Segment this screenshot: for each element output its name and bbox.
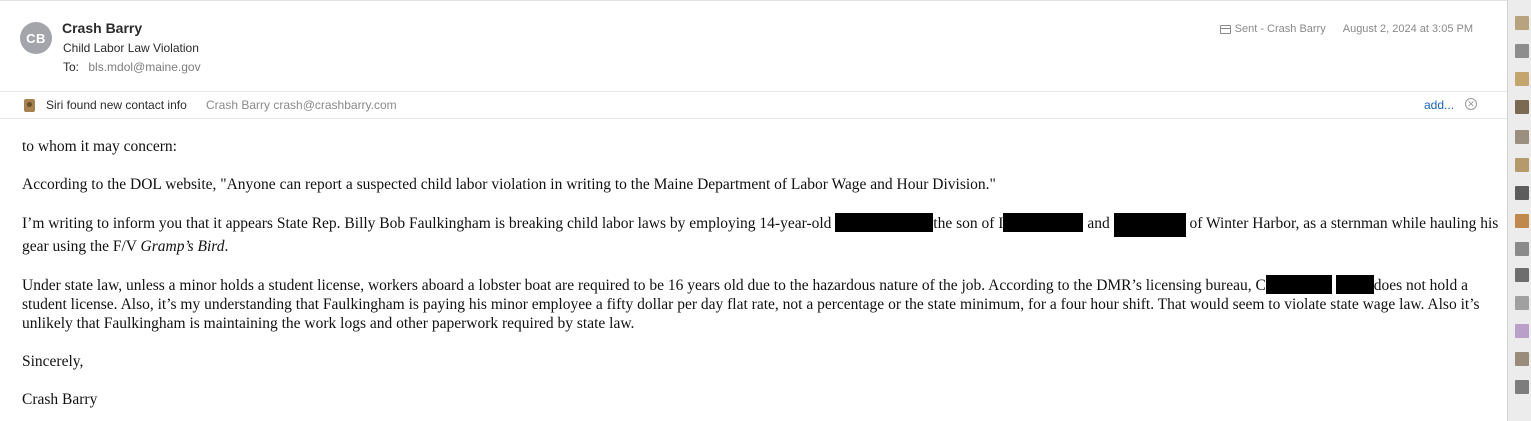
dismiss-icon[interactable]: ✕ — [1465, 98, 1477, 110]
thumbnail-icon[interactable] — [1515, 72, 1529, 86]
redaction-box — [1336, 275, 1374, 294]
thumbnail-icon[interactable] — [1515, 242, 1529, 256]
contact-card-icon — [24, 99, 35, 112]
message-subject: Child Labor Law Violation — [63, 41, 199, 55]
to-label: To: — [63, 60, 80, 74]
vessel-name: Gramp’s Bird — [140, 238, 225, 255]
thumbnail-icon[interactable] — [1515, 380, 1529, 394]
siri-suggestion-bar — [0, 91, 1507, 119]
thumbnail-icon[interactable] — [1515, 214, 1529, 228]
suggested-contact: Crash Barry crash@crashbarry.com — [206, 98, 397, 112]
redaction-box — [1114, 213, 1186, 237]
thumbnail-icon[interactable] — [1515, 352, 1529, 366]
thumbnail-icon[interactable] — [1515, 186, 1529, 200]
paragraph-3-text-a: Under state law, unless a minor holds a student license, workers aboard a lobster boat are required to be 16 years old due to the hazardous nature of the job. According to the DMR’s licensing bureau, C — [22, 277, 1266, 294]
sender-name[interactable]: Crash Barry — [62, 20, 143, 36]
paragraph-2-end: . — [224, 238, 229, 255]
thumbnail-icon[interactable] — [1515, 100, 1529, 114]
recipient-address[interactable]: bls.mdol@maine.gov — [88, 60, 201, 74]
siri-message: Siri found new contact info — [46, 98, 187, 112]
paragraph-2-text-b: the son of I — [933, 215, 1004, 232]
thumbnail-icon[interactable] — [1515, 44, 1529, 58]
redaction-box — [1266, 275, 1332, 294]
message-meta — [1220, 23, 1473, 35]
mailbox-icon — [1220, 25, 1231, 34]
thumbnail-icon[interactable] — [1515, 324, 1529, 338]
redaction-box — [1003, 213, 1083, 232]
paragraph-2-text-c: and — [1083, 215, 1114, 232]
thumbnail-icon[interactable] — [1515, 158, 1529, 172]
avatar[interactable]: CB — [20, 22, 52, 54]
thumbnail-icon[interactable] — [1515, 16, 1529, 30]
message-body — [22, 137, 1502, 409]
recipient-row — [63, 60, 201, 74]
paragraph-2-text-d: of Winter Harbor, as a sternman while hauling his gear using the F/V — [22, 215, 1499, 255]
thumbnail-icon[interactable] — [1515, 130, 1529, 144]
body-paragraph-2 — [22, 213, 1502, 256]
paragraph-3-text-b: does not hold a student license. Also, it’s my understanding that Faulkingham is paying his minor employee a fifty dollar per day flat rate, not a percentage or the state minimum, for a four hour shift. That would seem to violate state wage law. Also it’s unlikely that Faulkingham is maintaining the work logs and other paperwork required by state law. — [22, 277, 1480, 332]
closing: Sincerely, — [22, 353, 84, 370]
signature: Crash Barry — [22, 391, 98, 408]
redaction-box — [835, 213, 933, 232]
mailbox-label: Sent - Crash Barry — [1234, 23, 1326, 35]
message-list-edge[interactable] — [1507, 0, 1531, 421]
greeting: to whom it may concern: — [22, 138, 177, 155]
body-paragraph-3 — [22, 275, 1502, 333]
paragraph-2-text-a: I’m writing to inform you that it appears State Rep. Billy Bob Faulkingham is breaking child labor laws by employing 14-year-old — [22, 215, 836, 232]
body-paragraph-1: According to the DOL website, "Anyone can report a suspected child labor violation in writing to the Maine Department of Labor Wage and Hour Division." — [22, 176, 996, 193]
add-contact-link[interactable]: add... — [1424, 98, 1455, 112]
message-date: August 2, 2024 at 3:05 PM — [1342, 23, 1473, 35]
thumbnail-icon[interactable] — [1515, 296, 1529, 310]
thumbnail-icon[interactable] — [1515, 268, 1529, 282]
message-header — [0, 1, 1507, 91]
